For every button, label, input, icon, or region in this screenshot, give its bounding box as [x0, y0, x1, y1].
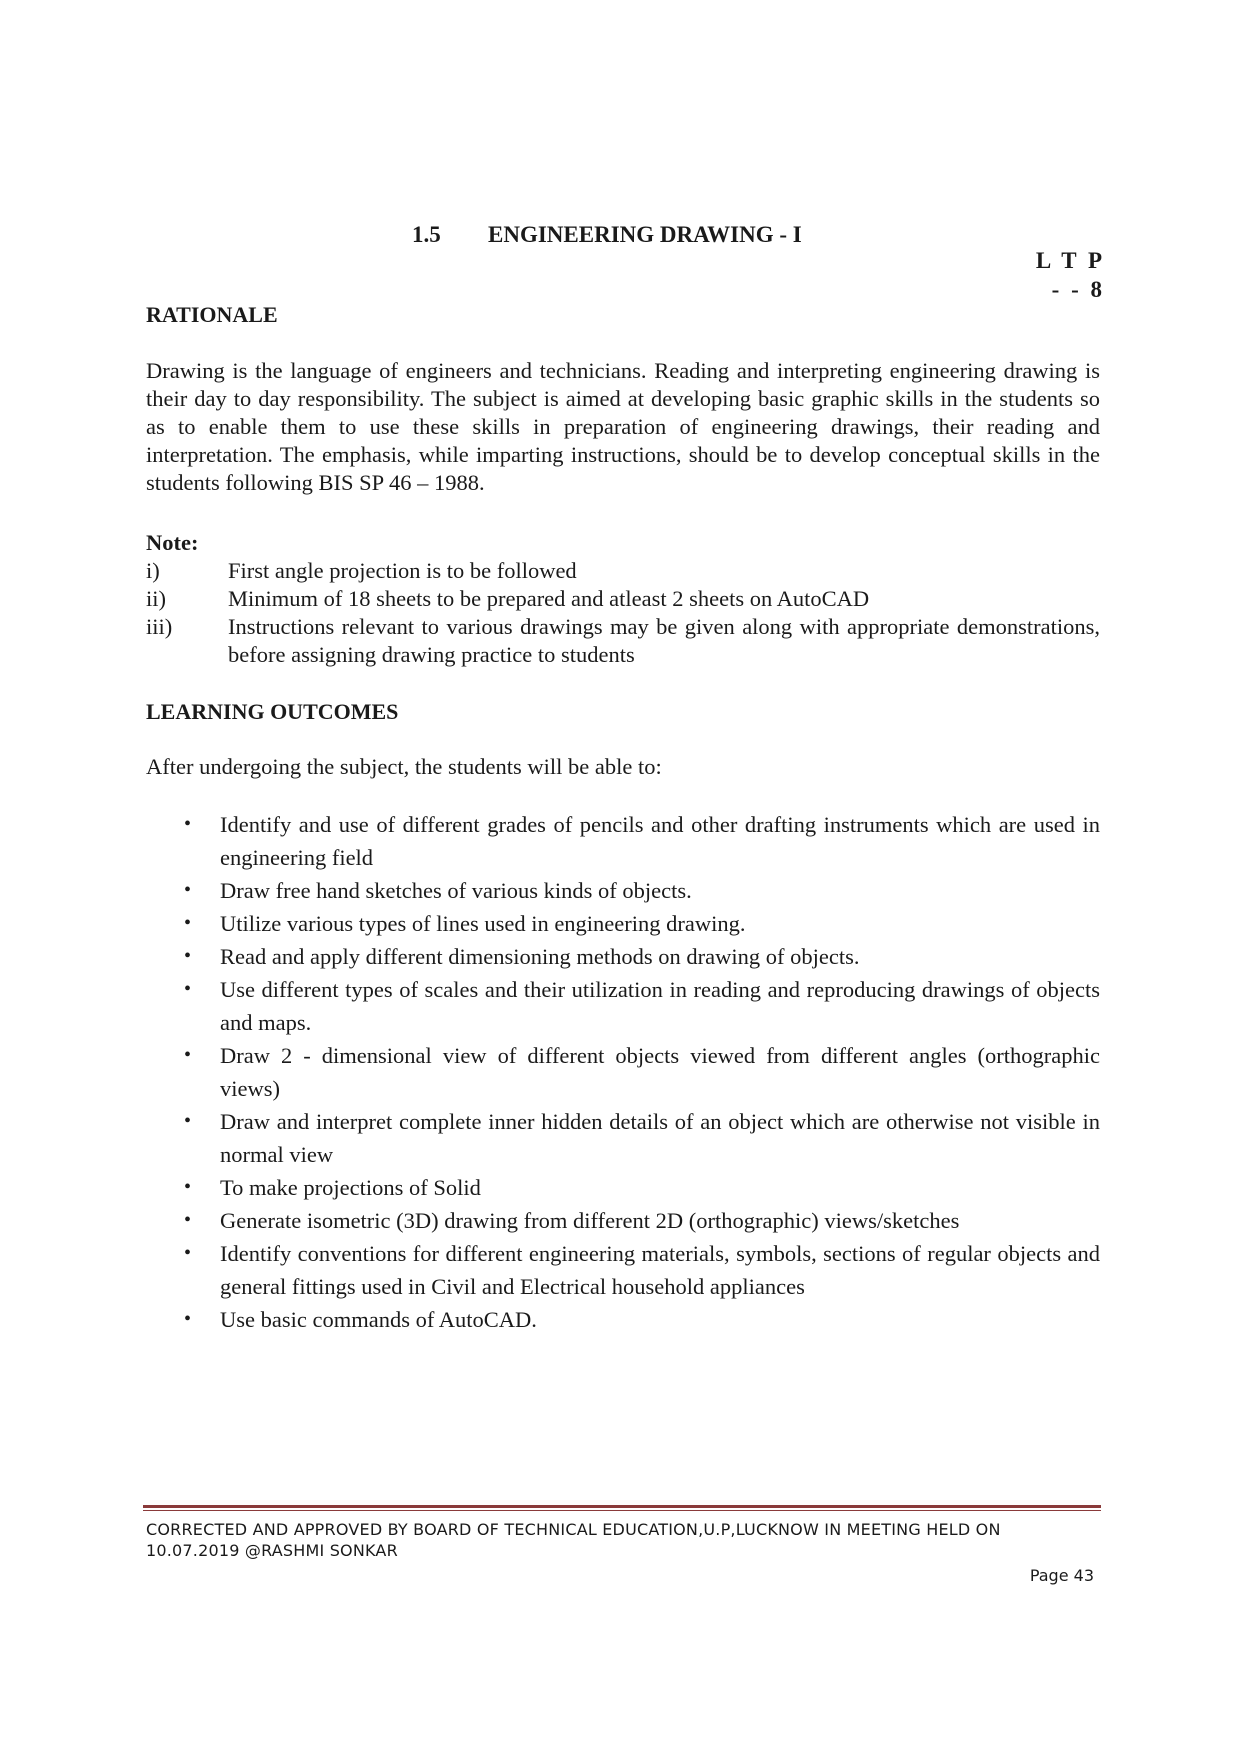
rationale-heading: RATIONALE — [146, 302, 278, 327]
note-label: Note: — [146, 530, 199, 555]
bullet-icon: • — [184, 1308, 192, 1330]
rationale-paragraph: Drawing is the language of engineers and technicians. Reading and interpreting engineering drawing is their day to day responsibility. The subject is aimed at developing basic graphic skills in the students so as to enable them to use these skills in preparation of engineering drawings, their reading and interpretation. The emphasis, while imparting instructions, should be to develop conceptual skills in the students following BIS SP 46 – 1988. — [146, 358, 1100, 495]
list-item — [146, 1204, 1100, 1237]
list-item — [146, 907, 1100, 940]
list-item — [146, 1237, 1100, 1303]
ltp-labels: L T P — [1035, 248, 1102, 273]
outcome-text: Identify conventions for different engineering materials, symbols, sections of regular objects and general fittings used in Civil and Electrical household appliances — [220, 1241, 1100, 1299]
footer-note — [146, 1519, 1100, 1561]
note-marker: iii) — [146, 614, 173, 639]
outcome-text: Utilize various types of lines used in engineering drawing. — [220, 911, 746, 936]
learning-outcomes-heading: LEARNING OUTCOMES — [146, 699, 399, 724]
outcome-text: Read and apply different dimensioning methods on drawing of objects. — [220, 944, 860, 969]
outcome-text: Draw and interpret complete inner hidden details of an object which are otherwise not visible in normal view — [220, 1109, 1100, 1167]
note-item — [146, 613, 1100, 669]
list-item — [146, 1171, 1100, 1204]
list-item — [146, 1105, 1100, 1171]
bullet-icon: • — [184, 978, 192, 1000]
note-list — [146, 557, 1100, 669]
outcome-text: Use basic commands of AutoCAD. — [220, 1307, 537, 1332]
section-title: ENGINEERING DRAWING - I — [488, 222, 802, 247]
outcome-text: Draw free hand sketches of various kinds of objects. — [220, 878, 692, 903]
note-text: First angle projection is to be followed — [228, 558, 577, 583]
note-item — [146, 557, 1100, 585]
bullet-icon: • — [184, 1110, 192, 1132]
list-item — [146, 1039, 1100, 1105]
page-number: Page 43 — [1029, 1566, 1094, 1585]
footer-line-2: 10.07.2019 @RASHMI SONKAR — [146, 1541, 398, 1560]
list-item — [146, 940, 1100, 973]
bullet-icon: • — [184, 1242, 192, 1264]
list-item — [146, 808, 1100, 874]
learning-outcomes-intro: After undergoing the subject, the students will be able to: — [146, 754, 662, 779]
outcome-text: To make projections of Solid — [220, 1175, 481, 1200]
note-item — [146, 585, 1100, 613]
note-marker: ii) — [146, 586, 166, 611]
bullet-icon: • — [184, 879, 192, 901]
ltp-values: - - 8 — [1051, 277, 1102, 302]
bullet-icon: • — [184, 912, 192, 934]
outcome-text: Identify and use of different grades of pencils and other drafting instruments which are used in engineering field — [220, 812, 1100, 870]
list-item — [146, 1303, 1100, 1336]
outcome-text: Use different types of scales and their utilization in reading and reproducing drawings of objects and maps. — [220, 977, 1100, 1035]
bullet-icon: • — [184, 1209, 192, 1231]
note-marker: i) — [146, 558, 160, 583]
footer-divider-thin — [143, 1510, 1101, 1511]
learning-outcomes-list — [146, 808, 1100, 1336]
list-item — [146, 973, 1100, 1039]
outcome-text: Generate isometric (3D) drawing from different 2D (orthographic) views/sketches — [220, 1208, 960, 1233]
footer-divider — [143, 1505, 1101, 1508]
note-text: Instructions relevant to various drawings may be given along with appropriate demonstrations, before assigning drawing practice to students — [228, 614, 1100, 667]
footer-line-1: CORRECTED AND APPROVED BY BOARD OF TECHNICAL EDUCATION,U.P,LUCKNOW IN MEETING HELD ON — [146, 1520, 1001, 1539]
bullet-icon: • — [184, 813, 192, 835]
note-text: Minimum of 18 sheets to be prepared and atleast 2 sheets on AutoCAD — [228, 586, 870, 611]
bullet-icon: • — [184, 1044, 192, 1066]
section-number: 1.5 — [412, 222, 441, 247]
list-item — [146, 874, 1100, 907]
bullet-icon: • — [184, 1176, 192, 1198]
outcome-text: Draw 2 - dimensional view of different objects viewed from different angles (orthographic views) — [220, 1043, 1100, 1101]
section-heading — [412, 222, 802, 248]
bullet-icon: • — [184, 945, 192, 967]
